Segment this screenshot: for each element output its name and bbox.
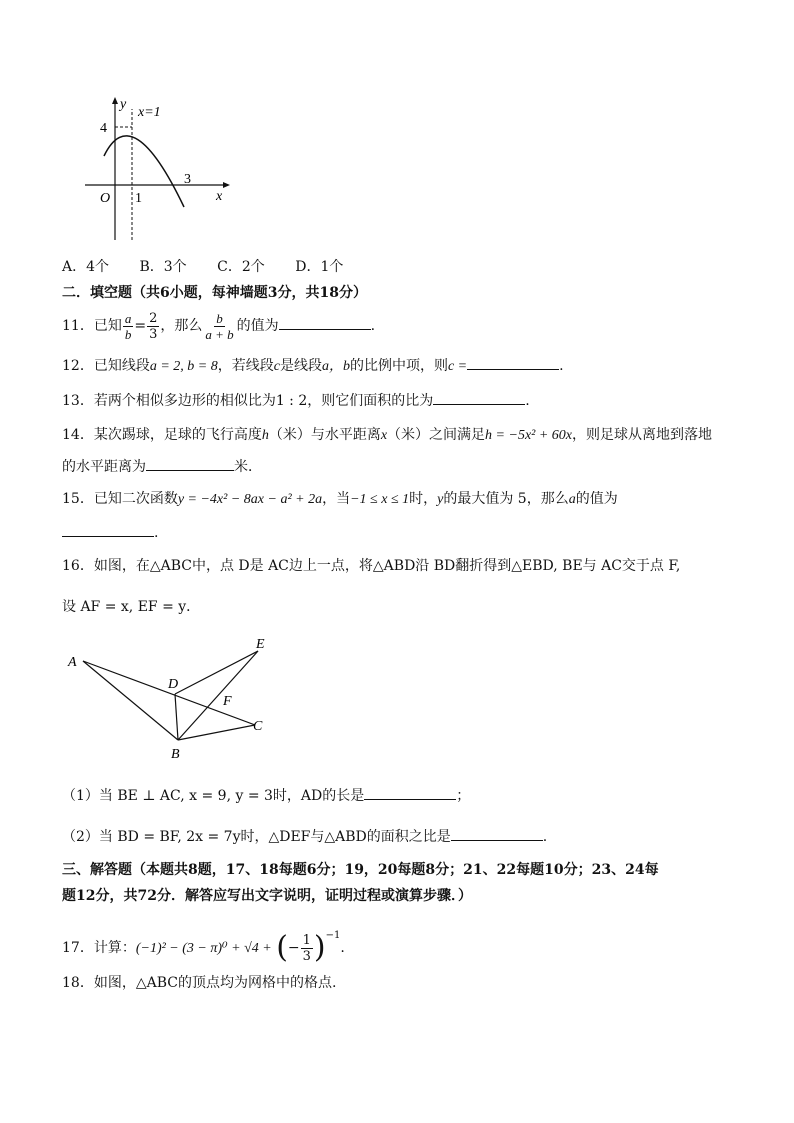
x-axis-arrow xyxy=(223,182,230,188)
y-axis-label: y xyxy=(120,97,127,112)
q17-exponent: −1 xyxy=(325,930,341,941)
q11-prefix: 11．已知 xyxy=(62,318,122,334)
q11-suffix: 的值为 xyxy=(236,318,279,334)
q12-math: a = 2, b = 8 xyxy=(149,359,218,374)
segment-AC xyxy=(83,661,255,725)
q17-expression: (−1)² − (3 − π)⁰ + √4 + xyxy=(135,941,272,956)
point-E-label: E xyxy=(256,637,265,652)
vline-label: x=1 xyxy=(138,105,161,120)
q11-mid: ，那么 xyxy=(160,318,203,334)
tick-4-label: 4 xyxy=(100,121,107,136)
option-c[interactable]: C．2个 xyxy=(217,259,265,275)
question-16-sub2: （2）当 BD = BF, 2x = 7y时，△DEF与△ABD的面积之比是 . xyxy=(62,826,547,847)
question-14-line1: 14．某次踢球，足球的飞行高度h（米）与水平距离x（米）之间满足h = −5x² + 60x，则足球从离地到落地 xyxy=(62,427,713,443)
option-a[interactable]: A．4个 xyxy=(62,259,110,275)
question-15-line2: . xyxy=(62,522,158,543)
parabola-curve xyxy=(104,136,184,207)
q11-answer-blank[interactable] xyxy=(279,315,371,330)
point-A-label: A xyxy=(68,655,77,670)
origin-label: O xyxy=(100,191,111,206)
question-16-sub1: （1）当 BE ⊥ AC, x = 9, y = 3时，AD的长是 ； xyxy=(62,785,470,806)
triangle-figure xyxy=(62,632,282,767)
segment-BD xyxy=(175,694,178,740)
segment-AB xyxy=(83,661,178,740)
y-axis-arrow xyxy=(112,97,118,104)
q11-frac-a-b: $\frac{a}{b}$ xyxy=(124,310,132,342)
point-B-label: B xyxy=(171,747,180,762)
x-axis-label: x xyxy=(216,189,223,204)
q15-equation: y = −4x² − 8ax − a² + 2a xyxy=(177,492,323,507)
point-F-label: F xyxy=(223,694,232,709)
question-18: 18．如图，△ABC的顶点均为网格中的格点. xyxy=(62,975,337,991)
point-C-label: C xyxy=(253,719,263,734)
question-16-line1: 16．如图，在△ABC中，点 D是 AC边上一点，将△ABD沿 BD翻折得到△EBD, BE与 AC交于点 F, xyxy=(62,558,681,574)
option-d[interactable]: D．1个 xyxy=(295,259,344,275)
section3-title-line1: 三、解答题（本题共8题，17、18每题6分；19，20每题8分；21、22每题10分；23、24每 xyxy=(62,862,659,878)
q11-frac-b-apb: $\frac{b}{a + b}$ xyxy=(205,310,234,342)
parabola-graph xyxy=(80,92,240,244)
section2-title: 二．填空题（共6小题，每神墙题3分，共18分） xyxy=(62,285,367,301)
tick-3-label: 3 xyxy=(184,172,191,187)
q11-frac-2-3: $\frac{2}{3}$ xyxy=(149,310,158,342)
section3-title-line2: 题12分，共72分．解答应写出文字说明，证明过程或演算步骤．） xyxy=(62,888,472,904)
question-15: 15．已知二次函数y = −4x² − 8ax − a² + 2a，当−1 ≤ x ≤ 1时，y的最大值为 5，那么a的值为 xyxy=(62,491,618,507)
q16-sub2-answer-blank[interactable] xyxy=(451,826,543,841)
question-11: 11．已知 $\frac{a}{b}$ = $\frac{2}{3}$ ，那么 $\frac{b}{a + b}$ 的值为 . xyxy=(62,310,376,342)
question-13: 13．若两个相似多边形的相似比为1 : 2，则它们面积的比为 . xyxy=(62,390,530,411)
q14-equation: h = −5x² + 60x xyxy=(485,428,573,443)
question-17: 17．计算：(−1)² − (3 − π)⁰ + √4 + (− $\frac{1}{3}$ )$^{-1}$. xyxy=(62,930,345,965)
q12-answer-blank[interactable] xyxy=(467,355,559,370)
q11-eq: = xyxy=(134,318,147,334)
options-row xyxy=(62,257,369,277)
question-12: 12．已知线段a = 2, b = 8，若线段c是线段a，b的比例中项，则c = . xyxy=(62,355,564,377)
q17-frac: $\frac{1}{3}$ xyxy=(302,932,311,964)
question-14-line2: 的水平距离为 米． xyxy=(62,456,262,477)
q14-answer-blank[interactable] xyxy=(146,456,234,471)
point-D-label: D xyxy=(168,677,179,692)
q13-ratio: 1 : 2 xyxy=(275,393,308,409)
q13-answer-blank[interactable] xyxy=(433,390,525,405)
q15-answer-blank[interactable] xyxy=(62,522,154,537)
option-b[interactable]: B．3个 xyxy=(139,259,187,275)
tick-1-label: 1 xyxy=(135,191,142,206)
q16-sub1-answer-blank[interactable] xyxy=(364,785,456,800)
question-16-line2: 设 AF = x, EF = y． xyxy=(62,599,201,615)
segment-DE xyxy=(175,651,258,694)
